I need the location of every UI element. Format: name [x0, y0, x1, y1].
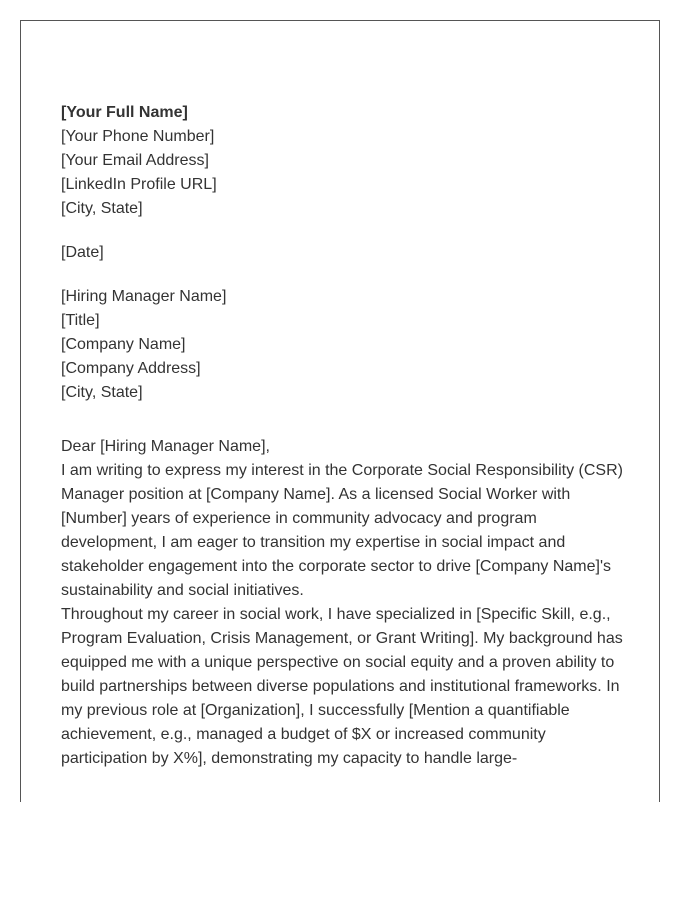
- letter-content: [61, 101, 623, 771]
- letter-date: [Date]: [61, 244, 104, 261]
- body-paragraph-2: Throughout my career in social work, I have specialized in [Specific Skill, e.g., Program Evaluation, Crisis Management, or Grant Writing]. My background has equipped me with a unique perspective on social equity and a proven ability to build partnerships between diverse populations and institutional frameworks. In my previous role at [Organization], I successfully [Mention a quantifiable achievement, e.g., managed a budget of $X or increased community participation by X%], demonstrating my capacity to handle large-: [61, 606, 623, 767]
- sender-phone: [Your Phone Number]: [61, 128, 215, 145]
- letter-page: [20, 20, 660, 802]
- recipient-city-state: [City, State]: [61, 384, 143, 401]
- recipient-block: [61, 285, 623, 405]
- recipient-title: [Title]: [61, 312, 100, 329]
- salutation-block: [61, 435, 623, 459]
- sender-city-state: [City, State]: [61, 200, 143, 217]
- recipient-company: [Company Name]: [61, 336, 186, 353]
- sender-name: [Your Full Name]: [61, 104, 188, 121]
- date-block: [61, 241, 623, 265]
- recipient-address: [Company Address]: [61, 360, 201, 377]
- sender-block: [61, 101, 623, 221]
- salutation: Dear [Hiring Manager Name],: [61, 438, 270, 455]
- sender-linkedin: [LinkedIn Profile URL]: [61, 176, 217, 193]
- sender-email: [Your Email Address]: [61, 152, 209, 169]
- body-paragraph-1: I am writing to express my interest in the Corporate Social Responsibility (CSR) Manager position at [Company Name]. As a licensed Social Worker with [Number] years of experience in community advocacy and program development, I am eager to transition my expertise in social impact and stakeholder engagement into the corporate sector to drive [Company Name]'s sustainability and social initiatives.: [61, 462, 623, 599]
- recipient-name: [Hiring Manager Name]: [61, 288, 227, 305]
